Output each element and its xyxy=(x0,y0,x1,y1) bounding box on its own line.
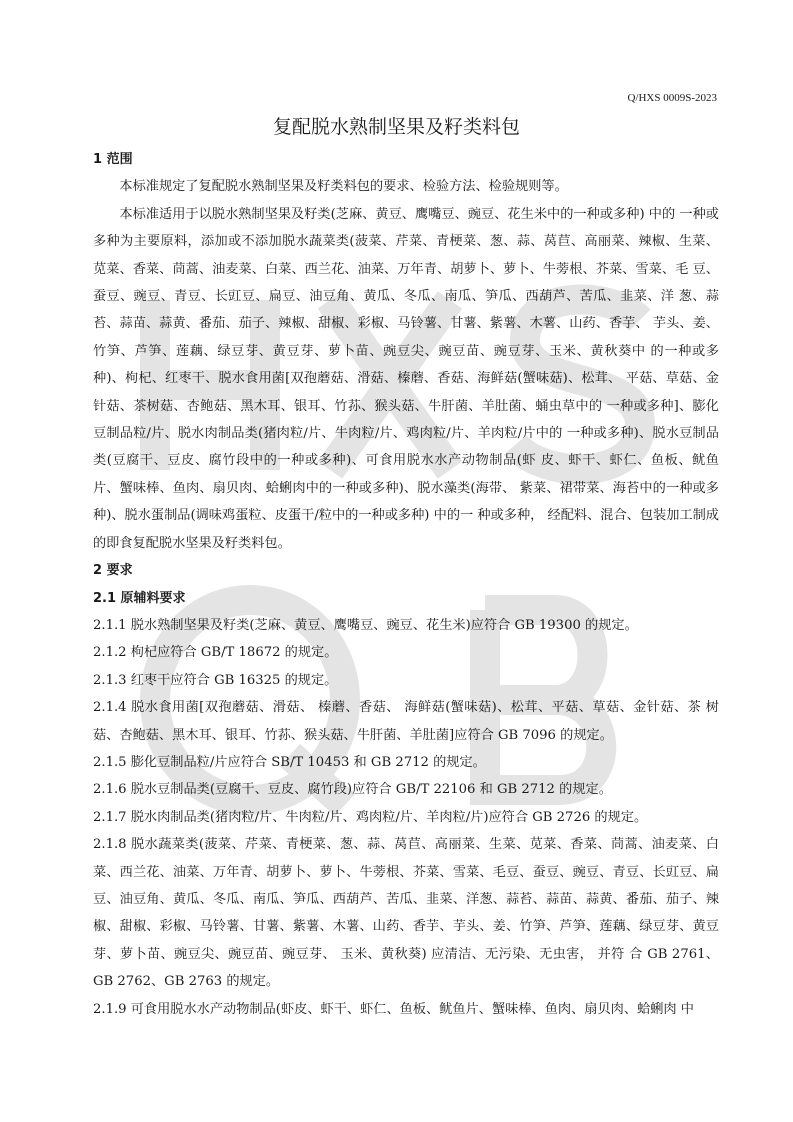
scope-paragraph-1: 本标准规定了复配脱水熟制坚果及籽类料包的要求、检验方法、检验规则等。 xyxy=(119,179,568,195)
document-title: 复配脱水熟制坚果及籽类料包 xyxy=(272,116,520,138)
clause-2-1-8: 2.1.8 脱水蔬菜类(菠菜、芹菜、青梗菜、葱、蒜、莴苣、高丽菜、生菜、苋菜、香菜、茼蒿、油麦菜、白菜、西兰花、油菜、万年青、胡萝卜、萝卜、牛蒡根、芥菜、雪菜、毛豆、蚕豆、豌豆、青豆、长豇豆、扁豆、油豆角、黄瓜、冬瓜、南瓜、笋瓜、西葫芦、苦瓜、韭菜、洋葱、蒜苔、蒜苗、蒜黄、番茄、茄子、辣椒、甜椒、彩椒、马铃薯、甘薯、紫薯、木薯、山药、香芋、芋头、姜、竹笋、芦笋、莲藕、绿豆芽、黄豆芽、萝卜苗、豌豆尖、豌豆苗、豌豆芽、 玉米、黄秋葵) 应清洁、无污染、无虫害， 并符 合 GB 2761、GB 2762、GB 2763 的规定。 xyxy=(93,837,719,990)
clause-2-1-7: 2.1.7 脱水肉制品类(猪肉粒/片、牛肉粒/片、鸡肉粒/片、羊肉粒/片)应符合 GB 2726 的规定。 xyxy=(93,809,648,825)
document-body xyxy=(93,146,719,1023)
section-1-heading: 1 范围 xyxy=(93,152,133,167)
clause-2-1-3: 2.1.3 红枣干应符合 GB 16325 的规定。 xyxy=(93,672,338,688)
clause-2-1-6: 2.1.6 脱水豆制品类(豆腐干、豆皮、腐竹段)应符合 GB/T 22106 和 GB 2712 的规定。 xyxy=(93,782,612,798)
section-2-1-heading: 2.1 原辅料要求 xyxy=(93,590,186,606)
clause-2-1-2: 2.1.2 枸杞应符合 GB/T 18672 的规定。 xyxy=(93,645,338,661)
standard-code: Q/HXS 0009S-2023 xyxy=(627,92,717,104)
scope-paragraph-2: 本标准适用于以脱水熟制坚果及籽类(芝麻、黄豆、鹰嘴豆、豌豆、花生米中的一种或多种) 中的 一种或多种为主要原料，添加或不添加脱水蔬菜类(菠菜、芹菜、青梗菜、葱、蒜、莴苣、高丽菜、辣椒、生菜、 苋菜、香菜、茼蒿、油麦菜、白菜、西兰花、油菜、万年青、胡萝卜、萝卜、牛蒡根、芥菜、雪菜、毛 豆、蚕豆、豌豆、青豆、长豇豆、扁豆、油豆角、黄瓜、冬瓜、南瓜、笋瓜、西葫芦、苦瓜、韭菜、洋 葱、蒜苔、蒜苗、蒜黄、番茄、茄子、辣椒、甜椒、彩椒、马铃薯、甘薯、紫薯、木薯、山药、香芋、 芋头、姜、竹笋、芦笋、莲藕、绿豆芽、黄豆芽、萝卜苗、豌豆尖、豌豆苗、豌豆芽、玉米、黄秋葵中 的一种或多种)、枸杞、红枣干、脱水食用菌[双孢蘑菇、滑菇、榛蘑、香菇、海鲜菇(蟹味菇)、松茸、 平菇、草菇、金针菇、茶树菇、杏鲍菇、黑木耳、银耳、竹荪、猴头菇、牛肝菌、羊肚菌、蛹虫草中的 一种或多种]、膨化豆制品粒/片、脱水肉制品类(猪肉粒/片、牛肉粒/片、鸡肉粒/片、羊肉粒/片中的 一种或多种)、脱水豆制品类(豆腐干、豆皮、腐竹段中的一种或多种)、可食用脱水水产动物制品(虾 皮、虾干、虾仁、鱼板、鱿鱼片、蟹味棒、鱼肉、扇贝肉、蛤蜊肉中的一种或多种)、脱水藻类(海带、 紫菜、裙带菜、海苔中的一种或多种)、脱水蛋制品(调味鸡蛋粒、皮蛋干/粒中的一种或多种) 中的一 种或多种， 经配料、混合、包装加工制成的即食复配脱水坚果及籽类料包。 xyxy=(93,206,719,551)
clause-2-1-5: 2.1.5 膨化豆制品粒/片应符合 SB/T 10453 和 GB 2712 的规定。 xyxy=(93,754,486,770)
clause-2-1-4: 2.1.4 脱水食用菌[双孢蘑菇、滑菇、 榛蘑、香菇、 海鲜菇(蟹味菇)、松茸、平菇、草菇、金针菇、茶 树菇、杏鲍菇、黑木耳、银耳、竹荪、猴头菇、牛肝菌、羊肚菌]应符合 GB 7096 的规定。 xyxy=(93,700,719,743)
section-2-heading: 2 要求 xyxy=(93,563,133,579)
clause-2-1-1: 2.1.1 脱水熟制坚果及籽类(芝麻、黄豆、鹰嘴豆、豌豆、花生米)应符合 GB 19300 的规定。 xyxy=(93,617,638,633)
clause-2-1-9: 2.1.9 可食用脱水水产动物制品(虾皮、虾干、虾仁、鱼板、鱿鱼片、蟹味棒、鱼肉、扇贝肉、蛤蜊肉 中 xyxy=(93,1001,694,1017)
